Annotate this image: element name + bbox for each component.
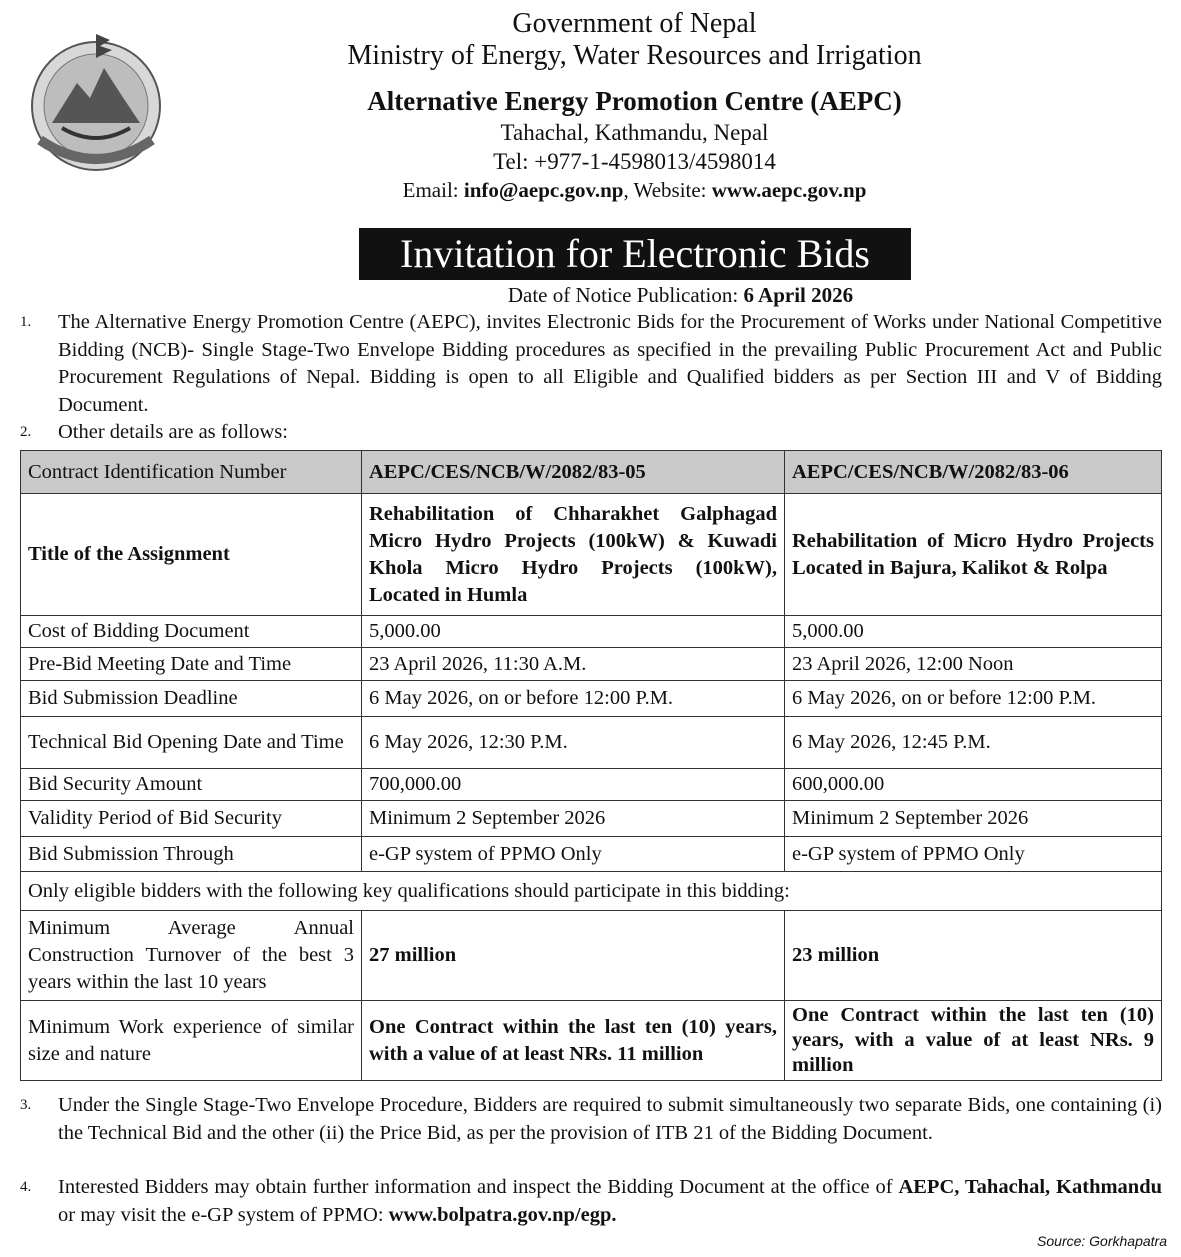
address: Tahachal, Kathmandu, Nepal [500, 120, 769, 145]
notice-title: Invitation for Electronic Bids [359, 228, 911, 280]
table-row: Contract Identification Number AEPC/CES/NCB/W/2082/83-05 AEPC/CES/NCB/W/2082/83-06 [21, 451, 1162, 494]
table-row: Bid Submission Deadline 6 May 2026, on or before 12:00 P.M. 6 May 2026, on or before 12:00 P.M. [21, 681, 1162, 717]
website-address: www.aepc.gov.np [711, 178, 867, 202]
paragraph-2: 2. Other details are as follows: [20, 421, 288, 443]
government-name: Government of Nepal [512, 8, 757, 39]
source-credit: Source: Gorkhapatra [1037, 1233, 1167, 1249]
table-row: Pre-Bid Meeting Date and Time 23 April 2026, 11:30 A.M. 23 April 2026, 12:00 Noon [21, 648, 1162, 681]
paragraph-4: 4. Interested Bidders may obtain further information and inspect the Bidding Document at the office of AEPC, Tahachal, Kathmandu or may visit the e-GP system of PPMO: www.bolpatra.gov.np/egp. [20, 1176, 1162, 1226]
table-row: Minimum Work experience of similar size and nature One Contract within the last ten (10) years, with a value of at least NRs. 11 million One Contract within the last ten (10) years, with a value of at least NRs. 9 million [21, 1001, 1162, 1081]
organization-name: Alternative Energy Promotion Centre (AEPC) [367, 86, 902, 116]
table-row [21, 872, 1162, 911]
email-address: info@aepc.gov.np [463, 178, 624, 202]
publication-date: Date of Notice Publication: 6 April 2026 [507, 283, 854, 307]
bid-details-table [20, 450, 1162, 1081]
table-row: Validity Period of Bid Security Minimum 2 September 2026 Minimum 2 September 2026 [21, 801, 1162, 837]
paragraph-1: 1. The Alternative Energy Promotion Centre (AEPC), invites Electronic Bids for the Procurement of Works under National Competitive Bidding (NCB)- Single Stage-Two Envelope Bidding procedures as specified in the prevailing Public Procurement Act and Public Procurement Regulations of Nepal. Bidding is open to all Eligible and Qualified bidders as per Section III and V of Bidding Document. [20, 311, 1162, 416]
table-row: Minimum Average Annual Construction Turnover of the best 3 years within the last 10 years 27 million 23 million [21, 911, 1162, 1001]
ministry-name: Ministry of Energy, Water Resources and Irrigation [347, 40, 922, 71]
table-row: Title of the Assignment Rehabilitation of Chharakhet Galphagad Micro Hydro Projects (100kW) & Kuwadi Khola Micro Hydro Projects (100kW), Located in Humla Rehabilitation of Micro Hydro Projects Located in Bajura, Kalikot & Rolpa [21, 494, 1162, 616]
table-row: Bid Security Amount 700,000.00 600,000.00 [21, 769, 1162, 801]
paragraph-3: 3. Under the Single Stage-Two Envelope Procedure, Bidders are required to submit simultaneously two separate Bids, one containing (i) the Technical Bid and the other (ii) the Price Bid, as per the provision of ITB 21 of the Bidding Document. [20, 1094, 1162, 1144]
contact-line: Email: info@aepc.gov.np, Website: www.aepc.gov.np [402, 178, 867, 202]
eligibility-note: Only eligible bidders with the following key qualifications should participate in this bidding: [21, 872, 1162, 911]
egp-link: www.bolpatra.gov.np/egp. [388, 1203, 617, 1226]
table-row: Cost of Bidding Document 5,000.00 5,000.00 [21, 616, 1162, 648]
table-row: Bid Submission Through e-GP system of PPMO Only e-GP system of PPMO Only [21, 837, 1162, 872]
telephone: Tel: +977-1-4598013/4598014 [493, 149, 776, 174]
letterhead [0, 8, 1181, 205]
table-row: Technical Bid Opening Date and Time 6 May 2026, 12:30 P.M. 6 May 2026, 12:45 P.M. [21, 717, 1162, 769]
